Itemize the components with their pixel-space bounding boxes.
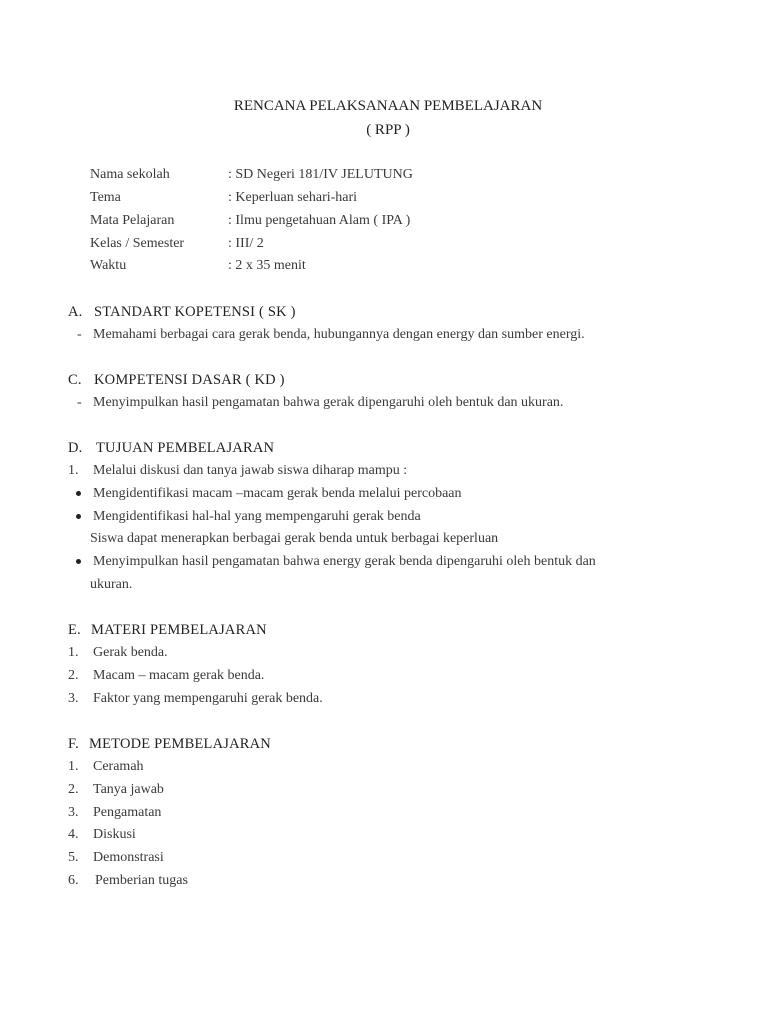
section-d-bullet-3-line-1: Menyimpulkan hasil pengamatan bahwa energy gerak benda dipengaruhi oleh bentuk dan bbox=[93, 554, 596, 569]
list-item-number: 3. bbox=[68, 691, 79, 706]
list-item: Pemberian tugas bbox=[95, 873, 188, 888]
list-item: Ceramah bbox=[93, 759, 144, 774]
section-a-letter: A. bbox=[68, 304, 83, 320]
document-title: RENCANA PELAKSANAAN PEMBELAJARAN bbox=[233, 98, 543, 114]
identity-label: Kelas / Semester bbox=[90, 236, 185, 251]
identity-value: : Keperluan sehari-hari bbox=[228, 190, 358, 205]
list-item-number: 2. bbox=[68, 668, 79, 683]
list-item-number: 2. bbox=[68, 782, 79, 797]
identity-value: : Ilmu pengetahuan Alam ( IPA ) bbox=[228, 213, 411, 228]
list-item-number: 5. bbox=[68, 850, 79, 865]
section-e-heading: MATERI PEMBELAJARAN bbox=[91, 622, 267, 638]
list-item: Demonstrasi bbox=[93, 850, 164, 865]
section-a-item: Memahami berbagai cara gerak benda, hubungannya dengan energy dan sumber energi. bbox=[93, 327, 585, 342]
list-item: Macam – macam gerak benda. bbox=[93, 668, 265, 683]
section-d-heading: TUJUAN PEMBELAJARAN bbox=[96, 440, 275, 456]
list-item-number: 4. bbox=[68, 827, 79, 842]
section-d-bullet-3-line-2: ukuran. bbox=[90, 577, 133, 592]
identity-label: Mata Pelajaran bbox=[90, 213, 175, 228]
section-c-heading: KOMPETENSI DASAR ( KD ) bbox=[94, 372, 285, 388]
list-item-number: 3. bbox=[68, 805, 79, 820]
section-c-item: Menyimpulkan hasil pengamatan bahwa gerak dipengaruhi oleh bentuk dan ukuran. bbox=[93, 395, 564, 410]
section-d-plain: Siswa dapat menerapkan berbagai gerak benda untuk berbagai keperluan bbox=[90, 531, 499, 546]
section-d-letter: D. bbox=[68, 440, 83, 456]
list-item: Faktor yang mempengaruhi gerak benda. bbox=[93, 691, 323, 706]
section-d-bullet-2: Mengidentifikasi hal-hal yang mempengaruhi gerak benda bbox=[93, 509, 421, 524]
section-d-number: 1. bbox=[68, 463, 79, 478]
section-a-heading: STANDART KOPETENSI ( SK ) bbox=[94, 304, 296, 320]
list-item: Diskusi bbox=[93, 827, 136, 842]
list-item-number: 6. bbox=[68, 873, 79, 888]
section-f-letter: F. bbox=[68, 736, 79, 752]
list-item-number: 1. bbox=[68, 645, 79, 660]
document-subtitle: ( RPP ) bbox=[366, 122, 410, 138]
identity-value: : 2 x 35 menit bbox=[228, 258, 306, 273]
list-item-number: 1. bbox=[68, 759, 79, 774]
section-c-dash: - bbox=[77, 395, 82, 410]
identity-label: Tema bbox=[90, 190, 121, 205]
section-d-bullet-1: Mengidentifikasi macam –macam gerak benda melalui percobaan bbox=[93, 486, 462, 501]
list-item: Tanya jawab bbox=[93, 782, 164, 797]
identity-label: Waktu bbox=[90, 258, 127, 273]
section-c-letter: C. bbox=[68, 372, 82, 388]
identity-value: : SD Negeri 181/IV JELUTUNG bbox=[228, 167, 413, 182]
section-a-dash: - bbox=[77, 327, 82, 342]
bullet-icon bbox=[76, 514, 81, 519]
section-f-heading: METODE PEMBELAJARAN bbox=[89, 736, 271, 752]
bullet-icon bbox=[76, 559, 81, 564]
identity-value: : III/ 2 bbox=[228, 236, 264, 251]
identity-label: Nama sekolah bbox=[90, 167, 170, 182]
list-item: Gerak benda. bbox=[93, 645, 168, 660]
list-item: Pengamatan bbox=[93, 805, 162, 820]
bullet-icon bbox=[76, 491, 81, 496]
section-d-intro: Melalui diskusi dan tanya jawab siswa diharap mampu : bbox=[93, 463, 408, 478]
section-e-letter: E. bbox=[68, 622, 81, 638]
